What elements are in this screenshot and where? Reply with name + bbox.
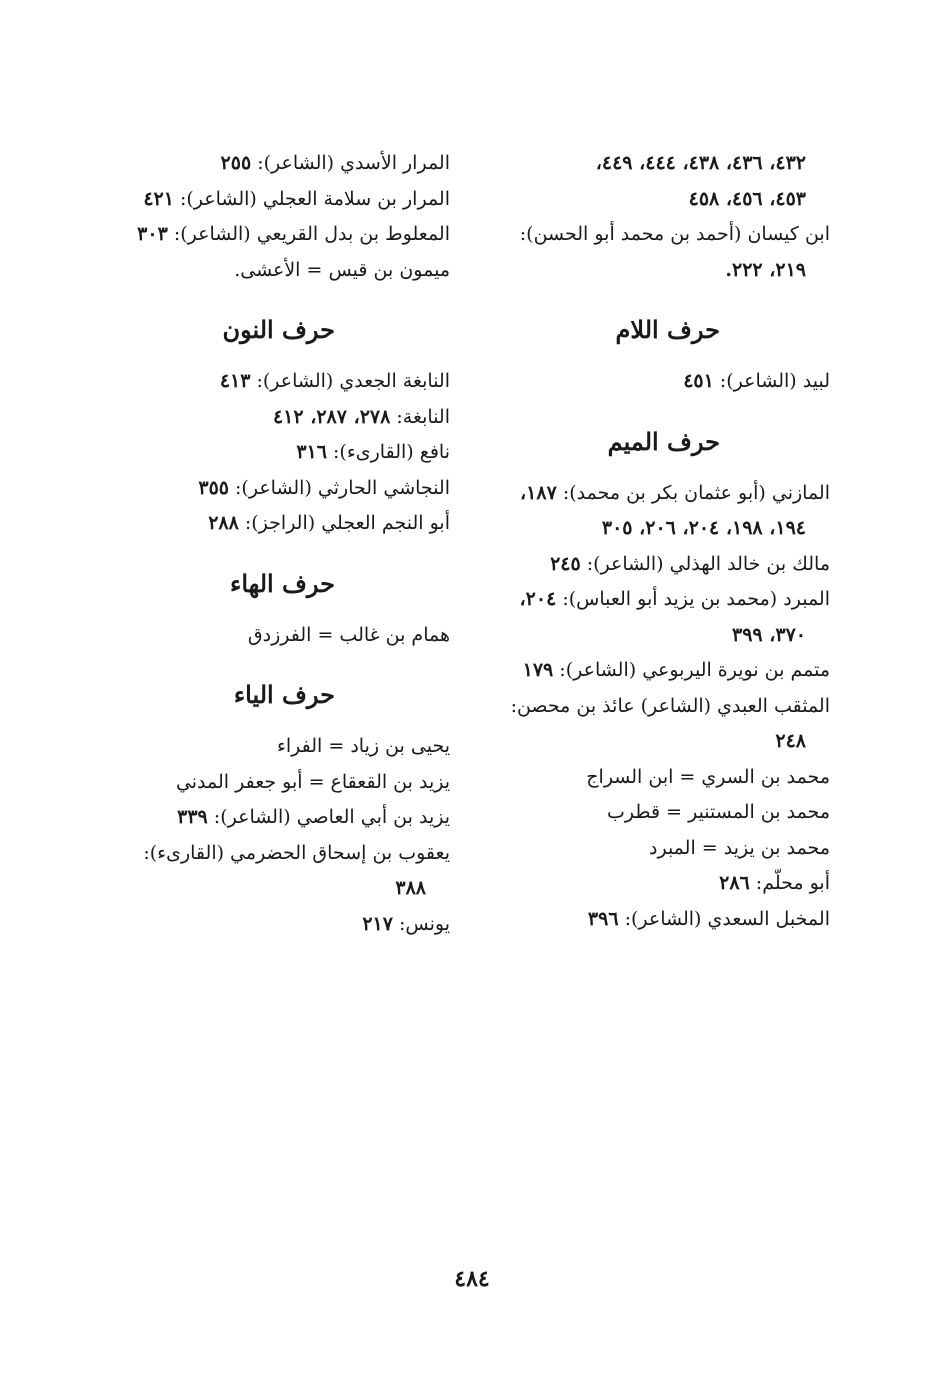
entry-pages: ٢٧٨، ٢٨٧، ٤١٢ bbox=[272, 405, 391, 428]
index-entry bbox=[100, 217, 450, 253]
entry-pages: ١٧٩ bbox=[522, 659, 554, 681]
entry-pages: ٢٨٨ bbox=[208, 512, 239, 534]
index-entry: يزيد بن القعقاع = أبو جعفر المدني bbox=[175, 770, 450, 793]
entry-name: مالك بن خالد الهذلي (الشاعر): bbox=[580, 552, 830, 575]
section-heading-ya: حرف الياء bbox=[233, 680, 335, 709]
index-entry bbox=[480, 582, 830, 618]
entry-name: المخبل السعدي (الشاعر): bbox=[618, 907, 830, 930]
entry-pages: ٤٥١ bbox=[683, 370, 714, 392]
index-entry bbox=[100, 471, 450, 507]
entry-name: المرار الأسدي (الشاعر): bbox=[251, 152, 450, 174]
index-entry bbox=[480, 653, 830, 689]
entry-pages: ٣٣٩ bbox=[177, 806, 208, 828]
entry-name: يونس: bbox=[392, 912, 450, 935]
entry-name: المبرد (محمد بن يزيد أبو العباس): bbox=[556, 588, 830, 610]
entry-pages: ٢٤٨ bbox=[775, 730, 806, 752]
entry-pages: ٢٥٥ bbox=[220, 152, 252, 174]
entry-pages: ٣١٦ bbox=[296, 441, 327, 463]
index-entry bbox=[100, 400, 450, 436]
index-entry: المثقب العبدي (الشاعر) عائذ بن محصن: bbox=[510, 694, 830, 717]
entry-pages: ١٩٤، ١٩٨، ٢٠٤، ٢٠٦، ٣٠٥ bbox=[601, 517, 806, 539]
index-entry: يحيى بن زياد = الفراء bbox=[276, 735, 450, 757]
entry-pages: ٣٠٣ bbox=[137, 223, 168, 245]
entry-pages: ٢١٩، ٢٢٢. bbox=[725, 258, 806, 281]
index-entry bbox=[100, 182, 450, 218]
left-column bbox=[100, 146, 450, 942]
index-entry: محمد بن يزيد = المبرد bbox=[649, 836, 830, 859]
index-entry: همام بن غالب = الفرزدق bbox=[247, 623, 450, 646]
index-entry bbox=[480, 476, 830, 512]
section-heading-ha: حرف الهاء bbox=[230, 568, 335, 598]
index-entry bbox=[480, 902, 830, 938]
page-number: ٤٨٤ bbox=[454, 1266, 490, 1292]
entry-name: المعلوط بن بدل القريعي (الشاعر): bbox=[167, 223, 450, 245]
section-heading-lam: حرف اللام bbox=[615, 315, 720, 344]
entry-pages: ١٨٧، bbox=[520, 481, 557, 504]
entry-name: المرار بن سلامة العجلي (الشاعر): bbox=[173, 187, 450, 210]
entry-name: متمم بن نويرة اليربوعي (الشاعر): bbox=[553, 659, 830, 681]
index-entry: محمد بن السري = ابن السراج bbox=[586, 765, 830, 788]
entry-pages: ٣٥٥ bbox=[198, 476, 229, 499]
index-entry bbox=[480, 866, 830, 902]
index-entry bbox=[100, 907, 450, 943]
index-entry bbox=[480, 547, 830, 583]
section-heading-nun: حرف النون bbox=[222, 315, 335, 344]
entry-name: النابغة الجعدي (الشاعر): bbox=[250, 370, 450, 392]
entry-pages: ٣٩٦ bbox=[587, 907, 619, 930]
entry-name: يزيد بن أبي العاصي (الشاعر): bbox=[207, 806, 450, 828]
entry-name: نافع (القارىء): bbox=[326, 441, 450, 463]
entry-pages: ٤٢١ bbox=[143, 187, 174, 210]
index-entry: ابن كيسان (أحمد بن محمد أبو الحسن): bbox=[519, 223, 830, 245]
entry-name: لبيد (الشاعر): bbox=[713, 370, 830, 392]
entry-pages: ٣٧٠، ٣٩٩ bbox=[732, 623, 806, 646]
entry-name: أبو النجم العجلي (الراجز): bbox=[238, 512, 450, 534]
index-entry bbox=[100, 364, 450, 400]
section-heading-mim: حرف الميم bbox=[607, 426, 720, 456]
entry-pages: ٢٠٤، bbox=[519, 588, 557, 610]
entry-pages: ٣٨٨ bbox=[395, 877, 426, 899]
entry-name: المازني (أبو عثمان بكر بن محمد): bbox=[556, 481, 830, 504]
entry-name: النابغة: bbox=[390, 405, 450, 428]
continued-page-list: ٤٣٢، ٤٣٦، ٤٣٨، ٤٤٤، ٤٤٩، bbox=[595, 152, 806, 174]
index-entry bbox=[100, 435, 450, 471]
index-entry: محمد بن المستنير = قطرب bbox=[607, 801, 830, 823]
index-entry: يعقوب بن إسحاق الحضرمي (القارىء): bbox=[143, 841, 450, 864]
entry-pages: ٢٤٥ bbox=[550, 552, 581, 575]
continued-page-list: ٤٥٣، ٤٥٦، ٤٥٨ bbox=[688, 187, 806, 210]
index-entry bbox=[480, 364, 830, 400]
index-entry bbox=[100, 800, 450, 836]
entry-pages: ٢٨٦ bbox=[719, 872, 750, 894]
index-entry: ميمون بن قيس = الأعشى. bbox=[234, 258, 450, 281]
index-entry bbox=[100, 506, 450, 542]
entry-name: أبو محلّم: bbox=[749, 872, 830, 894]
entry-pages: ٢١٧ bbox=[362, 912, 393, 935]
right-column bbox=[480, 146, 830, 937]
entry-name: النجاشي الحارثي (الشاعر): bbox=[228, 476, 450, 499]
index-entry bbox=[100, 146, 450, 182]
entry-pages: ٤١٣ bbox=[219, 370, 251, 392]
